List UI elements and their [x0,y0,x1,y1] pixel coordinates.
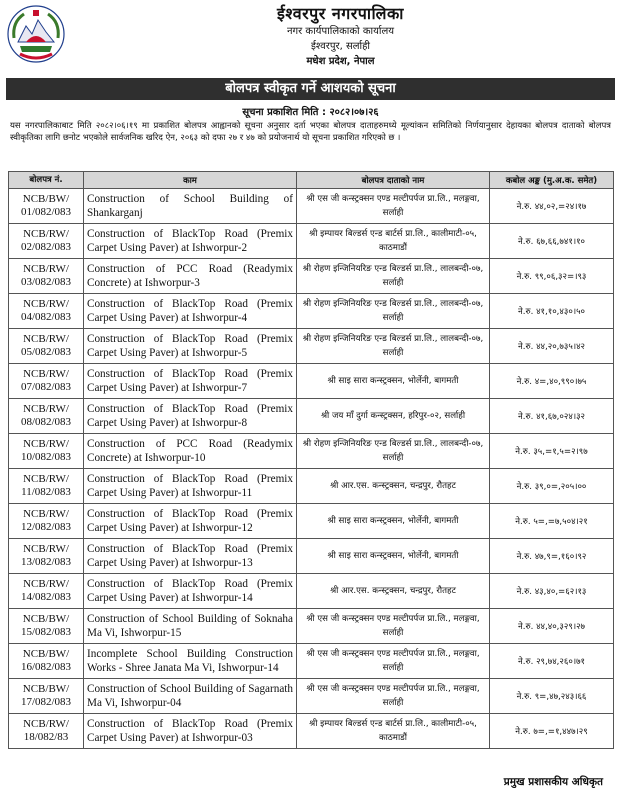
office-province: मधेश प्रदेश, नेपाल [306,56,375,67]
publish-date: सूचना प्रकाशित मिति : २०८२।०७।२६ [242,107,379,118]
table-row [9,399,614,434]
bid-amount: ने.रु. ४३,४०,=६२।१३ [490,574,614,609]
table-row [9,224,614,259]
bid-amount: ने.रु. ३९,०=,२०५।०० [490,469,614,504]
bidder-name: श्री इम्पायर बिल्डर्स एन्ड बार्टर्स प्रा.लि., कालीमाटी-०५, काठमाडौं [297,714,490,749]
bid-number: NCB/BW/ 15/082/083 [9,609,84,644]
work-description: Construction of BlackTop Road (Premix Carpet Using Paver) at Ishworpur-7 [84,364,297,399]
bid-number: NCB/RW/ 11/082/083 [9,469,84,504]
bid-amount: ने.रु. ४१,६७,०२४।३२ [490,399,614,434]
bidder-name: श्री आर.एस. कन्स्ट्रक्सन, चन्द्रपुर, रौतहट [297,574,490,609]
work-description: Construction of BlackTop Road (Premix Carpet Using Paver) at Ishworpur-11 [84,469,297,504]
work-description: Construction of PCC Road (Readymix Concrete) at Ishworpur-10 [84,434,297,469]
table-row [9,539,614,574]
work-description: Construction of BlackTop Road (Premix Carpet Using Paver) at Ishworpur-5 [84,329,297,364]
nepal-emblem-icon [6,4,66,64]
table-row [9,644,614,679]
bidder-name: श्री साइ सारा कन्स्ट्रक्सन, भोर्लेनी, बागमती [297,504,490,539]
bid-amount: ने.रु. ६७,६६,७४१।१० [490,224,614,259]
bid-amount: ने.रु. ४१,१०,४३०।५० [490,294,614,329]
bid-table [8,171,614,749]
bid-amount: ने.रु. ९९,०६,३२=।९३ [490,259,614,294]
col-work: काम [84,172,297,189]
work-description: Incomplete School Building Construction Works - Shree Janata Ma Vi, Ishworpur-14 [84,644,297,679]
bid-number: NCB/RW/ 05/082/083 [9,329,84,364]
table-row [9,294,614,329]
office-header [70,4,611,69]
bid-amount: ने.रु. २९,७४,२६०।७१ [490,644,614,679]
notice-title: बोलपत्र स्वीकृत गर्ने आशयको सूचना [6,78,615,100]
bid-number: NCB/RW/ 07/082/083 [9,364,84,399]
bid-amount: ने.रु. ३५,=१,५=२।९७ [490,434,614,469]
work-description: Construction of School Building of Sagarnath Ma Vi, Ishworpur-04 [84,679,297,714]
bidder-name: श्री साइ सारा कन्स्ट्रक्सन, भोर्लेनी, बागमती [297,539,490,574]
table-row [9,329,614,364]
bid-number: NCB/RW/ 10/082/083 [9,434,84,469]
work-description: Construction of BlackTop Road (Premix Carpet Using Paver) at Ishworpur-13 [84,539,297,574]
table-row [9,714,614,749]
bid-amount: ने.रु. ४४,०२,=२४।१७ [490,189,614,224]
bidder-name: श्री आर.एस. कन्स्ट्रक्सन, चन्द्रपुर, रौतहट [297,469,490,504]
bid-number: NCB/RW/ 18/082/83 [9,714,84,749]
work-description: Construction of PCC Road (Readymix Concrete) at Ishworpur-3 [84,259,297,294]
table-row [9,189,614,224]
work-description: Construction of BlackTop Road (Premix Carpet Using Paver) at Ishworpur-03 [84,714,297,749]
col-bidder: बोलपत्र दाताको नाम [297,172,490,189]
bidder-name: श्री रोहण इन्जिनियरिङ एन्ड बिल्डर्स प्रा.लि., लालबन्दी-०७, सर्लाही [297,294,490,329]
signatory: प्रमुख प्रशासकीय अधिकृत [503,776,603,788]
bid-number: NCB/RW/ 03/082/083 [9,259,84,294]
bid-amount: ने.रु. ९=,४७,२४३।६६ [490,679,614,714]
bid-number: NCB/BW/ 16/082/083 [9,644,84,679]
bidder-name: श्री एस जी कन्स्ट्रक्सन एण्ड मल्टीपर्पज प्रा.लि., मलङ्गवा, सर्लाही [297,644,490,679]
office-address: ईश्वरपुर, सर्लाही [311,41,370,52]
work-description: Construction of BlackTop Road (Premix Carpet Using Paver) at Ishworpur-8 [84,399,297,434]
work-description: Construction of BlackTop Road (Premix Carpet Using Paver) at Ishworpur-2 [84,224,297,259]
work-description: Construction of BlackTop Road (Premix Carpet Using Paver) at Ishworpur-14 [84,574,297,609]
col-bid-no: बोलपत्र नं. [9,172,84,189]
bid-amount: ने.रु. ५=,=७,५०४।२१ [490,504,614,539]
municipality-title: ईश्वरपुर नगरपालिका [277,4,404,23]
bidder-name: श्री एस जी कन्स्ट्रक्सन एण्ड मल्टीपर्पज प्रा.लि., मलङ्गवा, सर्लाही [297,189,490,224]
bid-number: NCB/BW/ 01/082/083 [9,189,84,224]
bid-amount: ने.रु. ४४,२०,७३५।४२ [490,329,614,364]
bid-number: NCB/RW/ 12/082/083 [9,504,84,539]
intro-paragraph: यस नगरपालिकाबाट मिति २०८२।०६।१९ मा प्रकाशित बोलपत्र आह्वानको सूचना अनुसार दर्ता भएका बोलपत्र दाताहरुमध्ये मूल्यांकन समितिको निर्णयानुसार देहायका बोलपत्र दाताको बोलपत्र स्वीकृतिका लागि छनोट भएकोले सार्वजनिक खरिद ऐन, २०६३ को दफा २७ र ४७ को प्रयोजनार्थ यो सूचना प्रकाशित गरिएको छ । [10,121,611,143]
table-row [9,259,614,294]
table-header-row [9,172,614,189]
table-row [9,609,614,644]
col-amount: कबोल अङ्क (मु.अ.क. समेत) [490,172,614,189]
bid-number: NCB/RW/ 04/082/083 [9,294,84,329]
bid-number: NCB/RW/ 02/082/083 [9,224,84,259]
work-description: Construction of School Building of Shankarganj [84,189,297,224]
work-description: Construction of BlackTop Road (Premix Carpet Using Paver) at Ishworpur-4 [84,294,297,329]
bidder-name: श्री एस जी कन्स्ट्रक्सन एण्ड मल्टीपर्पज प्रा.लि., मलङ्गवा, सर्लाही [297,679,490,714]
bid-number: NCB/RW/ 08/082/083 [9,399,84,434]
table-row [9,364,614,399]
bidder-name: श्री रोहण इन्जिनियरिङ एन्ड बिल्डर्स प्रा.लि., लालबन्दी-०७, सर्लाही [297,434,490,469]
table-row [9,679,614,714]
bid-amount: ने.रु. ४=,४०,९९०।७५ [490,364,614,399]
bid-number: NCB/RW/ 14/082/083 [9,574,84,609]
bidder-name: श्री रोहण इन्जिनियरिङ एन्ड बिल्डर्स प्रा.लि., लालबन्दी-०७, सर्लाही [297,259,490,294]
bid-number: NCB/BW/ 17/082/083 [9,679,84,714]
table-row [9,434,614,469]
table-row [9,469,614,504]
table-row [9,574,614,609]
bidder-name: श्री रोहण इन्जिनियरिङ एन्ड बिल्डर्स प्रा.लि., लालबन्दी-०७, सर्लाही [297,329,490,364]
bidder-name: श्री जय माँ दुर्गा कन्स्ट्रक्सन, हरिपुर-०२, सर्लाही [297,399,490,434]
office-name: नगर कार्यपालिकाको कार्यालय [286,26,395,37]
bid-number: NCB/RW/ 13/082/083 [9,539,84,574]
bidder-name: श्री साइ सारा कन्स्ट्रक्सन, भोर्लेनी, बागमती [297,364,490,399]
bidder-name: श्री इम्पायर बिल्डर्स एन्ड बार्टर्स प्रा.लि., कालीमाटी-०५, काठमाडौं [297,224,490,259]
bid-amount: ने.रु. ७=,=१,४४७।२९ [490,714,614,749]
bidder-name: श्री एस जी कन्स्ट्रक्सन एण्ड मल्टीपर्पज प्रा.लि., मलङ्गवा, सर्लाही [297,609,490,644]
work-description: Construction of BlackTop Road (Premix Carpet Using Paver) at Ishworpur-12 [84,504,297,539]
bid-amount: ने.रु. ४७,९=,१६०।९२ [490,539,614,574]
work-description: Construction of School Building of Soknaha Ma Vi, Ishworpur-15 [84,609,297,644]
bid-amount: ने.रु. ४४,४०,३२९।२७ [490,609,614,644]
table-row [9,504,614,539]
